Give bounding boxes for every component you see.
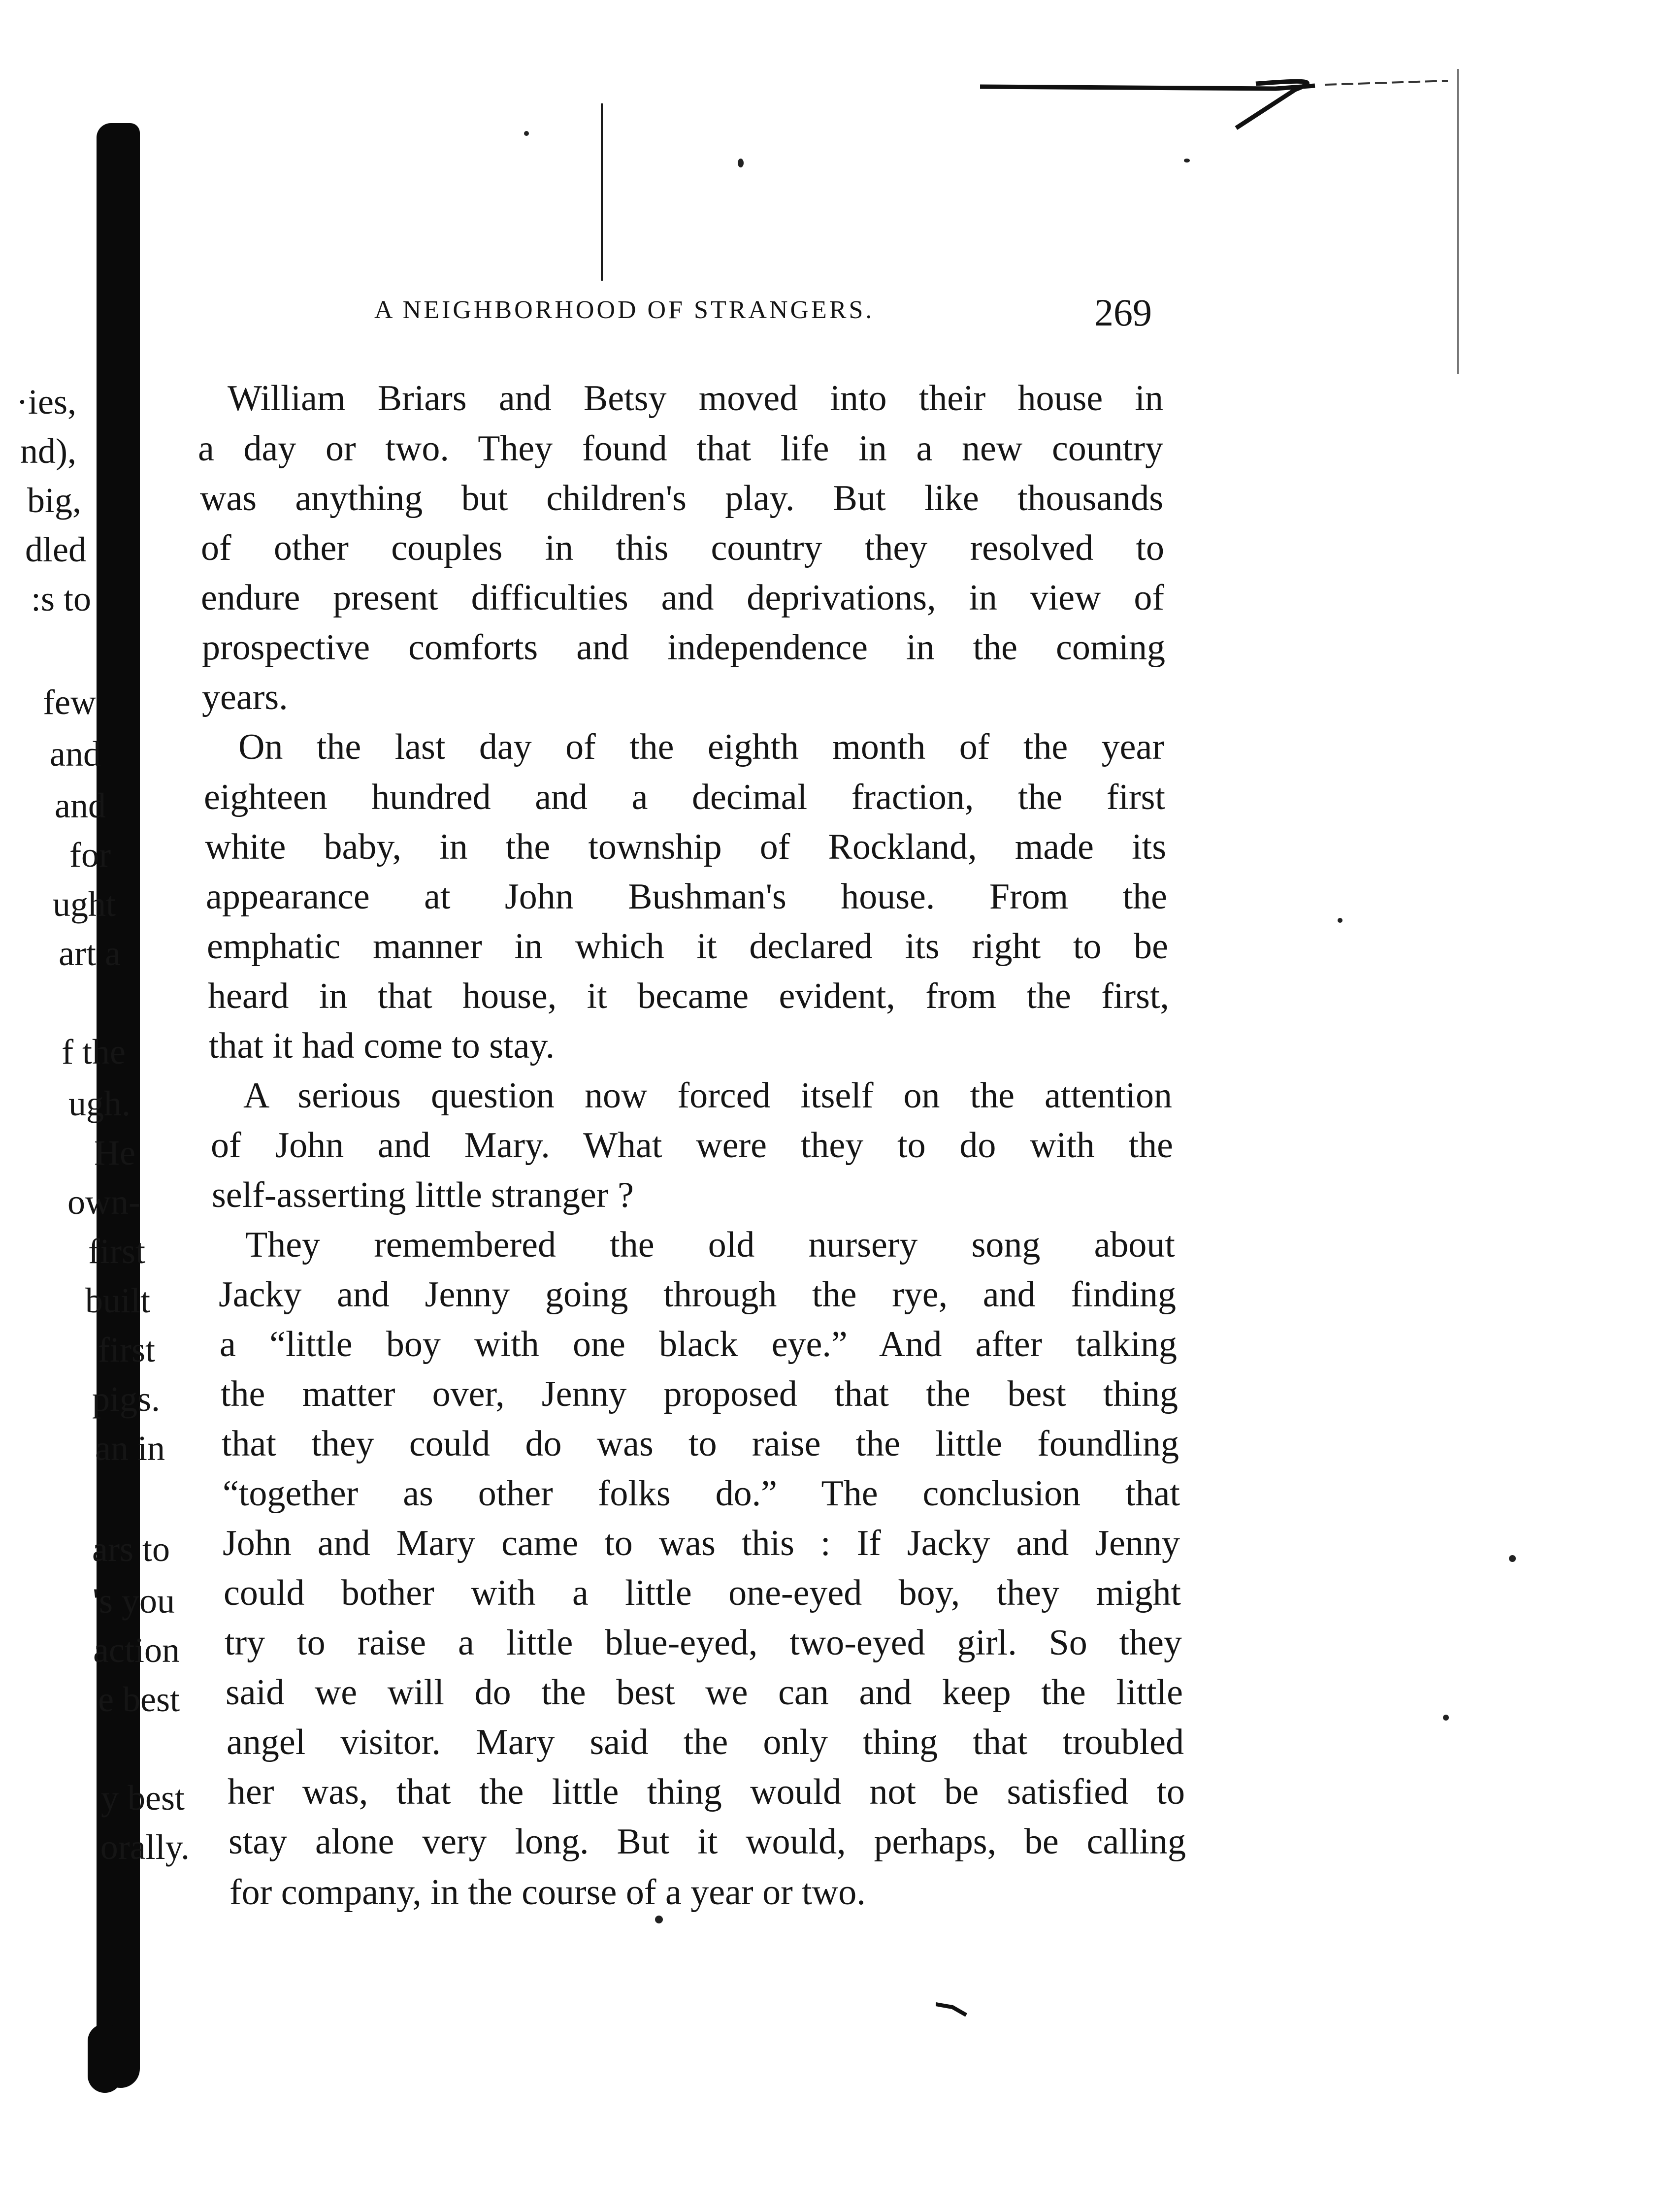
scan-edge-mark — [1457, 69, 1459, 374]
facing-fragment: orally. — [100, 1827, 190, 1867]
body-line: the matter over, Jenny proposed that the best thing — [221, 1374, 1178, 1414]
facing-fragment: action — [93, 1630, 180, 1670]
body-line: stay alone very long. But it would, perhaps, be calling — [229, 1822, 1186, 1862]
body-line: for company, in the course of a year or two. — [229, 1872, 866, 1913]
facing-fragment: ugh. — [68, 1084, 131, 1123]
body-line: could bother with a little one-eyed boy, they might — [224, 1573, 1181, 1613]
body-line: A serious question now forced itself on the attention — [243, 1075, 1172, 1116]
facing-fragment: first — [88, 1232, 145, 1271]
facing-fragment: an in — [95, 1429, 165, 1468]
body-line: of John and Mary. What were they to do with the — [211, 1125, 1173, 1166]
scan-speck — [655, 1916, 663, 1923]
scan-speck — [1184, 159, 1190, 163]
body-line: William Briars and Betsy moved into their house in — [228, 378, 1163, 419]
body-line: that they could do was to raise the little foundling — [222, 1424, 1179, 1464]
scan-speck — [1509, 1555, 1516, 1562]
body-line: eighteen hundred and a decimal fraction, the first — [204, 777, 1165, 817]
facing-fragment: own- — [67, 1182, 140, 1222]
facing-fragment: big, — [27, 481, 81, 520]
page-number: 269 — [1094, 291, 1152, 334]
scan-pen-stroke — [980, 59, 1448, 138]
facing-fragment: and — [55, 786, 106, 825]
facing-fragment: He — [94, 1133, 135, 1172]
facing-fragment: pigs. — [92, 1379, 160, 1419]
facing-fragment: f the — [62, 1032, 126, 1072]
body-line: that it had come to stay. — [209, 1026, 555, 1066]
facing-fragment: ught — [52, 884, 116, 924]
scan-speck — [1338, 918, 1343, 923]
body-line: a “little boy with one black eye.” And after talking — [220, 1324, 1177, 1365]
body-line: appearance at John Bushman's house. From the — [206, 877, 1167, 917]
facing-fragment: 's you — [93, 1581, 175, 1621]
facing-fragment: dled — [25, 530, 86, 569]
facing-fragment: e best — [98, 1680, 180, 1719]
body-line: white baby, in the township of Rockland, made its — [205, 827, 1166, 867]
facing-fragment: and — [50, 734, 101, 774]
body-line: John and Mary came to was this : If Jacky and Jenny — [223, 1523, 1180, 1563]
body-line: Jacky and Jenny going through the rye, and finding — [219, 1274, 1176, 1315]
facing-fragment: first — [98, 1330, 155, 1369]
facing-fragment: y best — [101, 1778, 185, 1818]
facing-fragment: for — [69, 835, 111, 875]
body-line: was anything but children's play. But like thousands — [200, 478, 1163, 519]
scan-tick-mark — [936, 2000, 975, 2020]
facing-fragment: ·ies, — [16, 382, 76, 422]
facing-fragment: ars to — [92, 1529, 170, 1569]
body-line: angel visitor. Mary said the only thing that troubled — [227, 1722, 1184, 1762]
body-line: years. — [202, 677, 288, 717]
scan-speck — [524, 131, 529, 136]
body-line: They remembered the old nursery song about — [245, 1225, 1175, 1265]
facing-fragment: nd), — [20, 431, 76, 471]
body-line: self-asserting little stranger ? — [212, 1175, 634, 1215]
body-line: On the last day of the eighth month of the year — [238, 727, 1164, 767]
body-line: said we will do the best we can and keep the little — [226, 1672, 1183, 1713]
body-line: endure present difficulties and deprivations, in view of — [201, 578, 1164, 618]
scan-speck — [1443, 1715, 1449, 1721]
facing-fragment: built — [85, 1281, 150, 1320]
facing-fragment: art a — [59, 934, 121, 973]
scan-vertical-mark — [601, 103, 603, 281]
running-header-title: A NEIGHBORHOOD OF STRANGERS. — [374, 296, 875, 324]
body-line: a day or two. They found that life in a new country — [198, 428, 1163, 469]
body-line: emphatic manner in which it declared its right to be — [207, 926, 1168, 967]
facing-fragment: :s to — [31, 579, 91, 618]
body-line: try to raise a little blue-eyed, two-eyed girl. So they — [225, 1623, 1182, 1663]
facing-fragment: few — [43, 683, 96, 722]
body-line: heard in that house, it became evident, from the first, — [208, 976, 1169, 1016]
body-line: prospective comforts and independence in the coming — [202, 627, 1165, 668]
body-line: her was, that the little thing would not be satisfied to — [228, 1772, 1185, 1812]
body-line: of other couples in this country they resolved to — [201, 528, 1164, 568]
scan-speck — [738, 159, 744, 167]
body-line: “together as other folks do.” The conclusion that — [223, 1473, 1180, 1514]
